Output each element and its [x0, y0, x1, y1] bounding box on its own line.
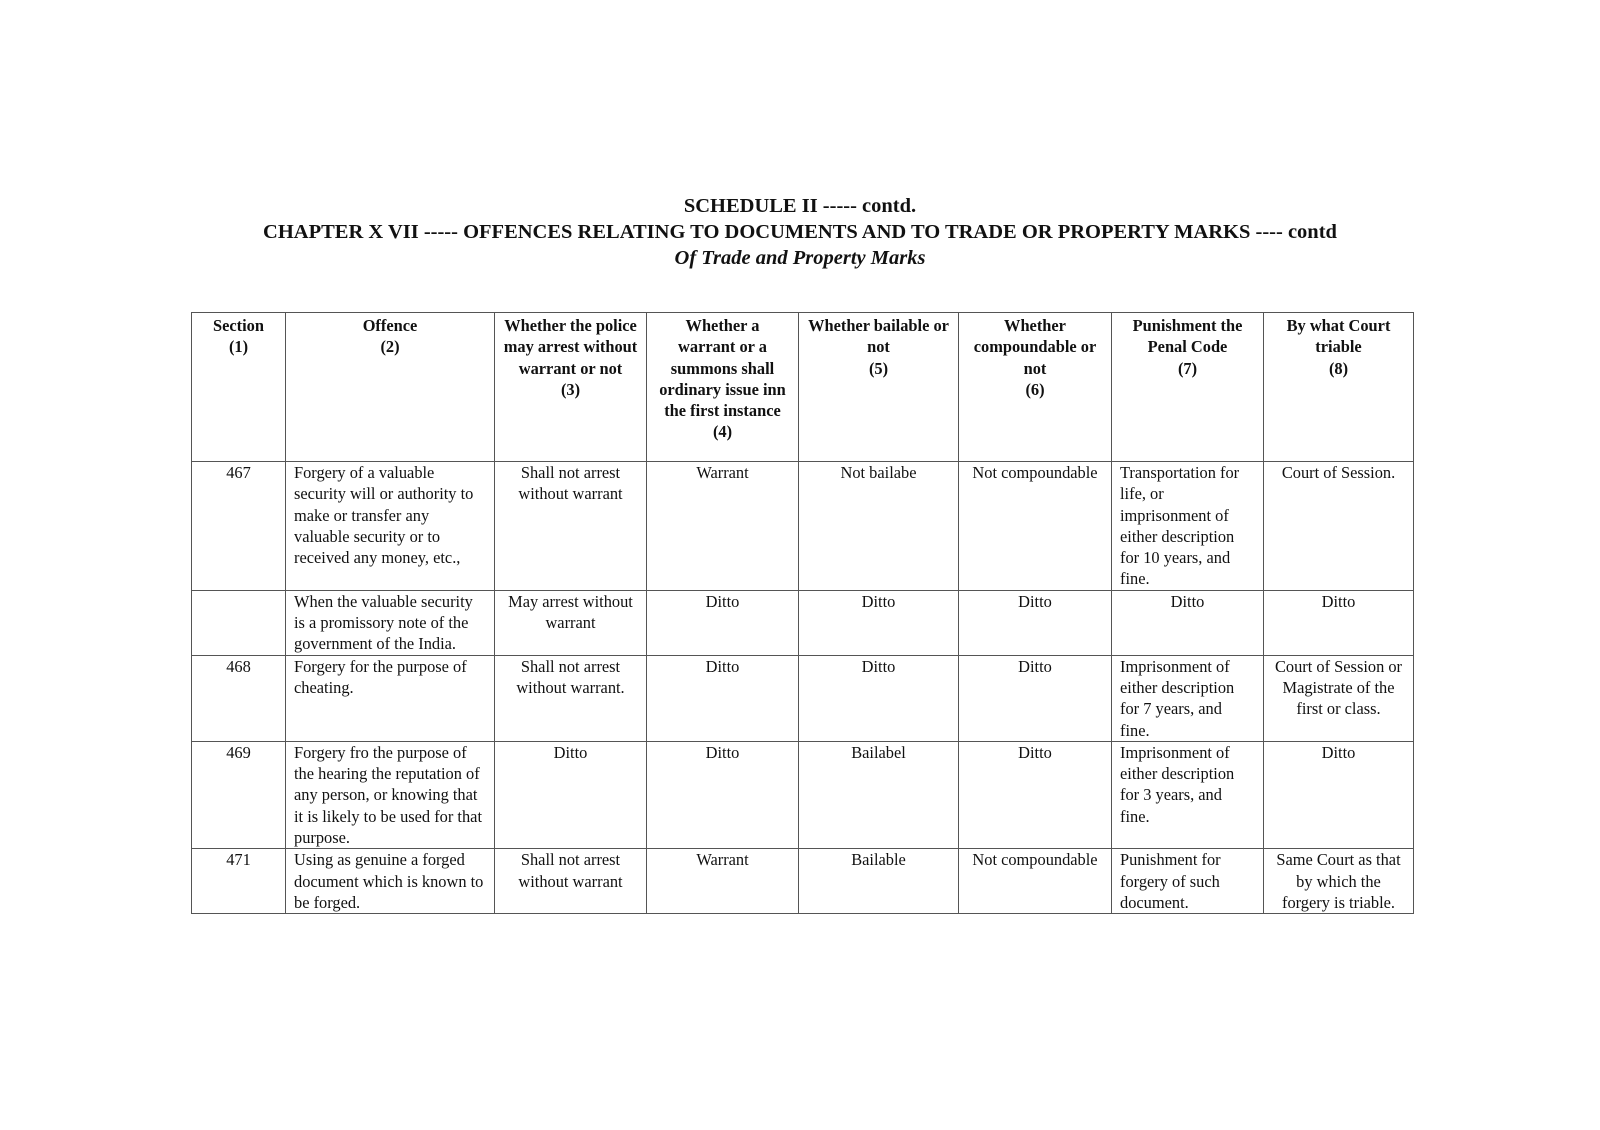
cell-compoundable: Not compoundable — [959, 462, 1112, 591]
cell-offence: Forgery of a valuable security will or authority to make or transfer any valuable security or to received any money, etc., — [286, 462, 495, 591]
cell-offence: Using as genuine a forged document which is known to be forged. — [286, 849, 495, 914]
column-header-court — [1264, 313, 1414, 462]
table-row — [192, 655, 1414, 741]
cell-warrant: Ditto — [647, 655, 799, 741]
cell-court: Ditto — [1264, 741, 1414, 848]
cell-compoundable: Ditto — [959, 590, 1112, 655]
cell-punishment: Imprisonment of either description for 7 years, and fine. — [1112, 655, 1264, 741]
table-row — [192, 462, 1414, 591]
section-subtitle: Of Trade and Property Marks — [674, 247, 926, 269]
cell-offence: Forgery fro the purpose of the hearing the reputation of any person, or knowing that it is likely to be used for that purpose. — [286, 741, 495, 848]
column-header-number: (1) — [228, 337, 249, 357]
column-header-label: By what Court triable — [1286, 316, 1391, 357]
cell-punishment: Punishment for forgery of such document. — [1112, 849, 1264, 914]
table-row — [192, 849, 1414, 914]
cell-arrest: Shall not arrest without warrant — [495, 849, 647, 914]
column-header-number: (8) — [1328, 358, 1349, 378]
chapter-title: CHAPTER X VII ----- OFFENCES RELATING TO DOCUMENTS AND TO TRADE OR PROPERTY MARKS ---- contd — [263, 221, 1337, 243]
column-header-punishment — [1112, 313, 1264, 462]
cell-court: Same Court as that by which the forgery is triable. — [1264, 849, 1414, 914]
cell-warrant: Warrant — [647, 849, 799, 914]
cell-arrest: Shall not arrest without warrant — [495, 462, 647, 591]
cell-warrant: Ditto — [647, 741, 799, 848]
column-header-number: (4) — [712, 422, 733, 442]
column-header-label: Section — [213, 316, 264, 335]
cell-offence: When the valuable security is a promissory note of the government of the India. — [286, 590, 495, 655]
column-header-label: Whether bailable or not — [808, 316, 949, 357]
table-row — [192, 741, 1414, 848]
column-header-label: Whether compoundable or not — [973, 316, 1097, 378]
column-header-compoundable — [959, 313, 1112, 462]
cell-punishment: Transportation for life, or imprisonment of either description for 10 years, and fine. — [1112, 462, 1264, 591]
cell-warrant: Warrant — [647, 462, 799, 591]
column-header-number: (5) — [868, 358, 889, 378]
cell-section: 467 — [192, 462, 286, 591]
column-header-section — [192, 313, 286, 462]
cell-compoundable: Not compoundable — [959, 849, 1112, 914]
cell-compoundable: Ditto — [959, 655, 1112, 741]
column-header-number: (6) — [1025, 379, 1045, 399]
column-header-number: (2) — [380, 337, 400, 357]
cell-court: Court of Session or Magistrate of the first or class. — [1264, 655, 1414, 741]
cell-bailable: Ditto — [799, 590, 959, 655]
table-header-row — [192, 313, 1414, 462]
cell-punishment: Imprisonment of either description for 3 years, and fine. — [1112, 741, 1264, 848]
column-header-arrest — [495, 313, 647, 462]
column-header-label: Whether the police may arrest without warrant or not — [503, 316, 638, 378]
column-header-label: Punishment the Penal Code — [1132, 316, 1243, 357]
cell-section: 468 — [192, 655, 286, 741]
column-header-number: (7) — [1177, 358, 1198, 378]
cell-warrant: Ditto — [647, 590, 799, 655]
offences-schedule-table — [191, 312, 1414, 914]
table-row — [192, 590, 1414, 655]
column-header-offence — [286, 313, 495, 462]
column-header-label: Offence — [362, 316, 418, 335]
schedule-title: SCHEDULE II ----- contd. — [683, 195, 917, 217]
cell-section — [192, 590, 286, 655]
column-header-number: (3) — [560, 379, 581, 399]
cell-compoundable: Ditto — [959, 741, 1112, 848]
cell-bailable: Ditto — [799, 655, 959, 741]
cell-section: 471 — [192, 849, 286, 914]
cell-arrest: Ditto — [495, 741, 647, 848]
column-header-bailable — [799, 313, 959, 462]
cell-bailable: Not bailabe — [799, 462, 959, 591]
cell-arrest: Shall not arrest without warrant. — [495, 655, 647, 741]
cell-court: Ditto — [1264, 590, 1414, 655]
cell-punishment: Ditto — [1112, 590, 1264, 655]
cell-offence: Forgery for the purpose of cheating. — [286, 655, 495, 741]
cell-section: 469 — [192, 741, 286, 848]
cell-bailable: Bailable — [799, 849, 959, 914]
cell-court: Court of Session. — [1264, 462, 1414, 591]
column-header-warrant — [647, 313, 799, 462]
cell-arrest: May arrest without warrant — [495, 590, 647, 655]
column-header-label: Whether a warrant or a summons shall ordinary issue inn the first instance — [659, 316, 786, 421]
cell-bailable: Bailabel — [799, 741, 959, 848]
